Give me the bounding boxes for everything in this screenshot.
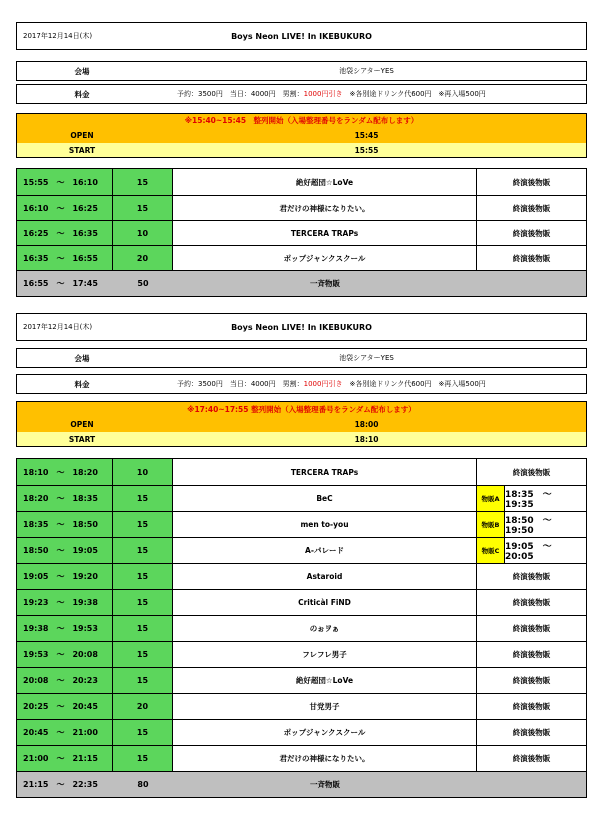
venue-label: 会場 <box>74 66 90 76</box>
merch-time: 19:05 ～ 20:05 <box>505 542 561 562</box>
merch-note: 終演後物販 <box>512 203 551 213</box>
slot-minutes: 50 <box>113 271 173 296</box>
venue-row <box>16 348 587 368</box>
act-name: フレフレ男子 <box>173 642 477 667</box>
price-discount: 1000円引き <box>303 380 343 388</box>
start-row <box>17 432 586 446</box>
start-time: 15:55 <box>354 145 379 155</box>
act-name: men to-you <box>173 512 477 537</box>
price-notes: ※各別途ドリンク代600円 ※再入場500円 <box>342 380 486 388</box>
slot-minutes: 15 <box>113 169 173 195</box>
act-name: Astaroid <box>173 564 477 589</box>
act-name: Criticàl FiND <box>173 590 477 615</box>
slot-time: 16:35 ～ 16:55 <box>17 246 113 270</box>
act-name: 君だけの神様になりたい。 <box>173 746 477 771</box>
slot-time: 21:15 ～ 22:35 <box>17 772 113 797</box>
table-row <box>17 719 586 745</box>
merch-note: 終演後物販 <box>512 572 551 581</box>
table-row <box>17 667 586 693</box>
merch-note: 終演後物販 <box>512 598 551 607</box>
open-start-block <box>16 401 587 447</box>
slot-minutes: 15 <box>113 564 173 589</box>
slot-time: 20:25 ～ 20:45 <box>17 694 113 719</box>
merch-note: 終演後物販 <box>512 676 551 685</box>
slot-minutes: 15 <box>113 720 173 745</box>
slot-minutes: 15 <box>113 616 173 641</box>
act-name: 一斉物販 <box>310 780 340 789</box>
slot-minutes: 15 <box>113 590 173 615</box>
slot-time: 20:08 ～ 20:23 <box>17 668 113 693</box>
slot-time: 16:55 ～ 17:45 <box>17 271 113 296</box>
merch-note: 終演後物販 <box>512 650 551 659</box>
act-name: 君だけの神様になりたい。 <box>173 196 477 220</box>
act-name: のぉヲぁ <box>173 616 477 641</box>
table-row <box>17 169 586 195</box>
slot-minutes: 15 <box>113 512 173 537</box>
slot-time: 16:10 ～ 16:25 <box>17 196 113 220</box>
merch-note: 終演後物販 <box>512 253 551 263</box>
queue-notice: ※15:40~15:45 整列開始（入場整理番号をランダム配布します） <box>17 114 586 127</box>
table-row <box>17 220 586 245</box>
table-row <box>17 641 586 667</box>
event-header <box>16 313 587 341</box>
timetable <box>16 458 587 798</box>
slot-minutes: 20 <box>113 694 173 719</box>
slot-minutes: 15 <box>113 746 173 771</box>
merch-time: 18:35 ～ 19:35 <box>505 490 561 510</box>
price-notes: ※各別途ドリンク代600円 ※再入場500円 <box>342 90 486 98</box>
open-row <box>17 416 586 432</box>
act-name: 絶好超団☆LoVe <box>173 169 477 195</box>
slot-time: 18:50 ～ 19:05 <box>17 538 113 563</box>
venue-value: 池袋シアターYES <box>339 67 394 75</box>
price-value <box>177 375 586 393</box>
merch-note: 終演後物販 <box>512 728 551 737</box>
slot-time: 21:00 ～ 21:15 <box>17 746 113 771</box>
final-merch-row <box>17 270 586 296</box>
slot-time: 19:05 ～ 19:20 <box>17 564 113 589</box>
price-row <box>16 84 587 104</box>
merch-note: 終演後物販 <box>512 467 551 477</box>
table-row <box>17 537 586 563</box>
price-row <box>16 374 587 394</box>
table-row <box>17 459 586 485</box>
act-name: TERCERA TRAPs <box>173 459 477 485</box>
merch-tag: 物販A <box>477 486 505 511</box>
venue-row <box>16 61 587 81</box>
slot-time: 18:10 ～ 18:20 <box>17 459 113 485</box>
slot-time: 19:53 ～ 20:08 <box>17 642 113 667</box>
merch-note: 終演後物販 <box>512 228 551 238</box>
open-label: OPEN <box>70 419 94 429</box>
table-row <box>17 511 586 537</box>
slot-minutes: 20 <box>113 246 173 270</box>
table-row <box>17 563 586 589</box>
event-date: 2017年12月14日(木) <box>23 32 93 40</box>
start-row <box>17 143 586 157</box>
slot-minutes: 15 <box>113 668 173 693</box>
open-time: 15:45 <box>354 130 379 140</box>
open-time: 18:00 <box>354 419 379 429</box>
price-label: 料金 <box>74 89 90 99</box>
act-name: A-パレード <box>173 538 477 563</box>
act-name: BeC <box>173 486 477 511</box>
table-row <box>17 245 586 270</box>
act-name: 甘党男子 <box>173 694 477 719</box>
start-label: START <box>68 434 96 444</box>
start-label: START <box>68 145 96 155</box>
open-start-block <box>16 113 587 158</box>
act-name: 絶好超団☆LoVe <box>173 668 477 693</box>
merch-tag: 物販B <box>477 512 505 537</box>
table-row <box>17 693 586 719</box>
slot-time: 20:45 ～ 21:00 <box>17 720 113 745</box>
merch-note: 終演後物販 <box>512 702 551 711</box>
event-title: Boys Neon LIVE! In IKEBUKURO <box>231 322 372 332</box>
slot-minutes: 15 <box>113 196 173 220</box>
event-date: 2017年12月14日(木) <box>23 323 93 331</box>
venue-value: 池袋シアターYES <box>339 354 394 362</box>
price-discount: 1000円引き <box>303 90 343 98</box>
timetable <box>16 168 587 297</box>
slot-minutes: 10 <box>113 459 173 485</box>
act-name: 一斉物販 <box>310 279 340 288</box>
table-row <box>17 745 586 771</box>
merch-time: 18:50 ～ 19:50 <box>505 516 561 536</box>
event-header <box>16 22 587 50</box>
merch-note: 終演後物販 <box>512 754 551 763</box>
slot-time: 18:20 ～ 18:35 <box>17 486 113 511</box>
merch-note: 終演後物販 <box>512 177 551 187</box>
price-label: 料金 <box>74 379 90 389</box>
price-text: 予約：3500円 当日：4000円 男割： <box>177 380 304 388</box>
act-name: TERCERA TRAPs <box>173 221 477 245</box>
slot-time: 15:55 ～ 16:10 <box>17 169 113 195</box>
slot-minutes: 15 <box>113 538 173 563</box>
slot-time: 19:38 ～ 19:53 <box>17 616 113 641</box>
table-row <box>17 589 586 615</box>
slot-minutes: 15 <box>113 642 173 667</box>
table-row <box>17 615 586 641</box>
slot-minutes: 15 <box>113 486 173 511</box>
slot-minutes: 10 <box>113 221 173 245</box>
merch-tag: 物販C <box>477 538 505 563</box>
act-name: ポップジャンクスクール <box>173 720 477 745</box>
slot-time: 16:25 ～ 16:35 <box>17 221 113 245</box>
final-merch-row <box>17 771 586 797</box>
open-label: OPEN <box>70 130 94 140</box>
event-title: Boys Neon LIVE! In IKEBUKURO <box>231 31 372 41</box>
act-name: ポップジャンクスクール <box>173 246 477 270</box>
slot-time: 19:23 ～ 19:38 <box>17 590 113 615</box>
table-row <box>17 485 586 511</box>
merch-note: 終演後物販 <box>512 624 551 633</box>
open-row <box>17 127 586 143</box>
slot-time: 18:35 ～ 18:50 <box>17 512 113 537</box>
start-time: 18:10 <box>354 434 379 444</box>
slot-minutes: 80 <box>113 772 173 797</box>
venue-label: 会場 <box>74 353 90 363</box>
price-value <box>177 85 586 103</box>
queue-notice: ※17:40~17:55 整列開始（入場整理番号をランダム配布します） <box>17 402 586 416</box>
table-row <box>17 195 586 220</box>
price-text: 予約：3500円 当日：4000円 男割： <box>177 90 304 98</box>
